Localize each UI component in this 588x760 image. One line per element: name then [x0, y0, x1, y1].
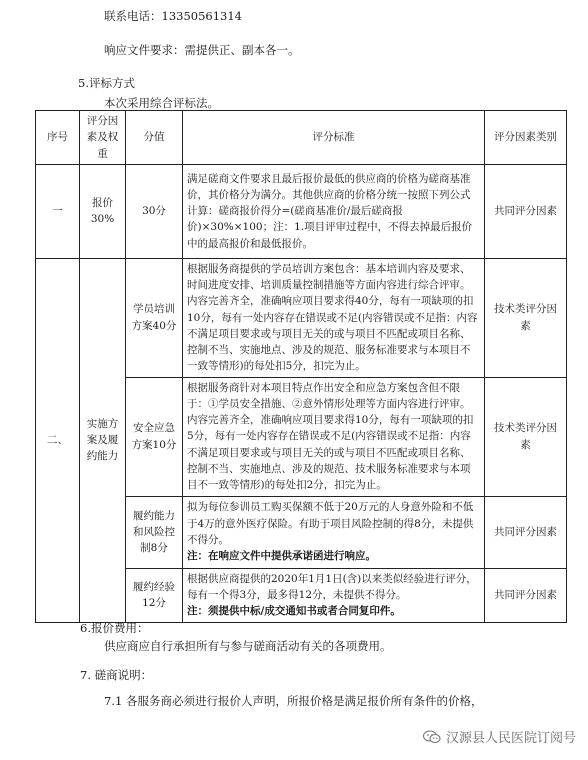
- section6-text: 供应商应自行承担所有与参与磋商活动有关的各项费用。: [104, 639, 392, 653]
- row-no: 一: [36, 164, 80, 258]
- table-row: [36, 258, 567, 377]
- sub-note: 注：须提供中标/成交通知书或者合同复印件。: [187, 605, 401, 618]
- sub-note: 注：在响应文件中提供承诺函进行响应。: [187, 550, 376, 563]
- sub-category: 共同评分因素: [485, 568, 567, 622]
- header-no: 序号: [36, 111, 80, 165]
- contact-phone: 联系电话：13350561314: [104, 9, 242, 23]
- row-category: 共同评分因素: [485, 164, 567, 258]
- sub-score: 履约经验12分: [126, 568, 183, 622]
- watermark: [423, 727, 576, 746]
- header-factor: 评分因素及权重: [80, 111, 126, 165]
- section7-text: 7.1 各服务商必须进行报价人声明，所报价格是满足报价所有条件的价格，: [104, 694, 483, 708]
- sub-criteria: 根据服务商针对本项目特点作出安全和应急方案包含但不限于：①学员安全措施、②意外情形处理等方面内容进行评审。内容完善齐全，准确响应项目要求得10分，每有一项缺项的扣5分，每有一处内容存在错误或不足(内容错误或不足指：内容不满足项目要求或与项目无关的或与项目不匹配或项目名称、控制不当、实施地点、涉及的规范、技术服务标准要求与本项目不一致等情形)的每处扣2分，扣完为止。: [183, 377, 485, 496]
- row-score: 30分: [126, 164, 183, 258]
- sub-criteria: 根据供应商提供的2020年1月1日(含)以来类似经验进行评分，每有一个得3分，最多得12分，未提供不得分。: [187, 572, 477, 601]
- sub-score: 履约能力和风险控制8分: [126, 496, 183, 568]
- section5-title: 5.评标方式: [78, 76, 135, 90]
- copies-requirement: 响应文件要求：需提供正、副本各一。: [104, 43, 300, 57]
- row-factor: 报价30%: [80, 164, 126, 258]
- row-factor: 实施方案及履约能力: [80, 258, 126, 622]
- scoring-table: [35, 110, 567, 623]
- section6-title: 6.报价费用：: [80, 621, 149, 635]
- sub-criteria-cell: [183, 568, 485, 622]
- watermark-text: 汉源县人民医院订阅号: [445, 731, 576, 746]
- table-row: [36, 164, 567, 258]
- sub-score: 安全应急方案10分: [126, 377, 183, 496]
- sub-criteria: 拟为每位参训员工购买保额不低于20万元的人身意外险和不低于4万的意外医疗保险。有助于项目风险控制的得8分，未提供不得分。: [187, 501, 474, 547]
- row-no: 二、: [36, 258, 80, 622]
- sub-category: 共同评分因素: [485, 496, 567, 568]
- section7-title: 7. 磋商说明：: [80, 668, 153, 682]
- sub-score: 学员培训方案40分: [126, 258, 183, 377]
- sub-criteria-cell: [183, 496, 485, 568]
- wechat-icon: [423, 730, 441, 744]
- row-criteria: 满足磋商文件要求且最后报价最低的供应商的价格为磋商基准价，其价格分为满分。其他供应商的价格分统一按照下列公式计算：磋商报价得分=(磋商基准价/最后磋商报价)×30%×100；注：1.项目评审过程中，不得去掉最后报价中的最高报价和最低报价。: [183, 164, 485, 258]
- sub-category: 技术类评分因素: [485, 258, 567, 377]
- table-header-row: [36, 111, 567, 165]
- header-criteria: 评分标准: [183, 111, 485, 165]
- section5-intro: 本次采用综合评标法。: [104, 96, 219, 110]
- header-category: 评分因素类别: [485, 111, 567, 165]
- header-score: 分值: [126, 111, 183, 165]
- sub-criteria: 根据服务商提供的学员培训方案包含：基本培训内容及要求、时间进度安排、培训质量控制措施等方面内容进行综合评审。内容完善齐全，准确响应项目要求得40分，每有一项缺项的扣10分，每有一处内容存在错误或不足(内容错误或不足指：内容不满足项目要求或与项目无关的或与项目不匹配或项目名称、控制不当、实施地点、涉及的规范、服务标准要求与本项目不一致等情形)的每处扣5分，扣完为止。: [183, 258, 485, 377]
- sub-category: 技术类评分因素: [485, 377, 567, 496]
